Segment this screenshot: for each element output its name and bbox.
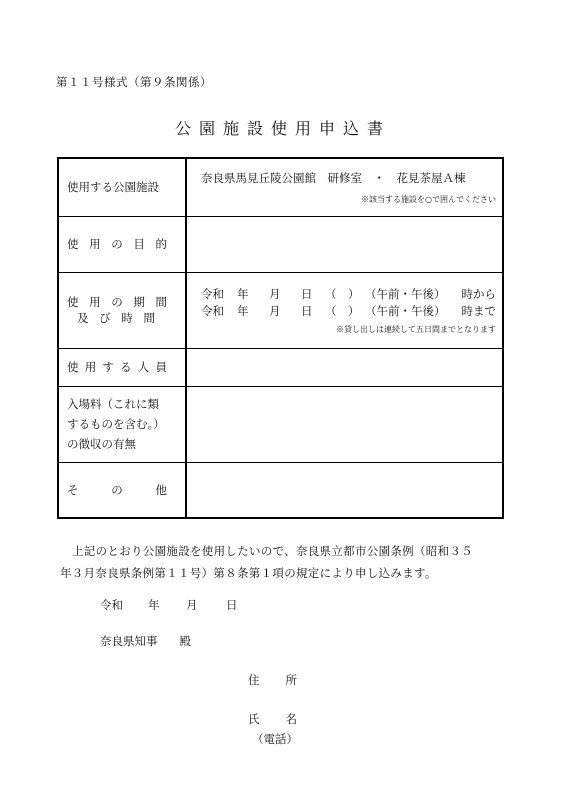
fee-label: [58, 386, 186, 462]
facility-cell[interactable]: [186, 158, 503, 216]
other-row: [58, 462, 503, 518]
form-number: 第１１号様式（第９条関係）: [56, 75, 212, 89]
people-input[interactable]: [186, 348, 503, 386]
period-row: [58, 272, 503, 348]
facility-note: ※該当する施設を○で囲んでください: [361, 194, 496, 204]
form-title: 公園施設使用申込書: [174, 119, 391, 138]
fee-label-line3: の徴収の有無: [67, 437, 136, 451]
other-input[interactable]: [186, 462, 503, 518]
fee-input[interactable]: [186, 386, 503, 462]
purpose-label: [58, 216, 186, 272]
name-label-b: 名: [285, 712, 297, 726]
other-label-text: その他: [67, 482, 167, 497]
end-day: 日: [301, 303, 313, 318]
people-row: [58, 348, 503, 386]
start-ampm: （午前・午後）: [365, 286, 446, 301]
statement-line1: 上記のとおり公園施設を使用したいので、奈良県立都市公園条例（昭和３５: [72, 544, 473, 558]
date-year: 年: [148, 598, 160, 612]
period-label-line2: 及び時間: [77, 311, 155, 325]
applicant-phone[interactable]: （電話）: [252, 732, 298, 746]
people-label-text: 使用する人員: [67, 360, 167, 374]
people-label: [58, 348, 186, 386]
start-ending: 時から: [461, 286, 496, 301]
addressee-honorific: 殿: [179, 634, 191, 648]
fee-label-line1: 入場料（これに類: [67, 397, 159, 411]
purpose-label-text: 使用の目的: [67, 237, 167, 251]
address-label-a: 住: [248, 673, 260, 687]
other-label: [58, 462, 186, 518]
end-ending: 時まで: [461, 303, 496, 318]
date-day: 日: [226, 598, 238, 612]
start-month: 月: [269, 286, 281, 301]
end-weekday: （ ）: [325, 303, 360, 318]
end-era: 令和: [201, 303, 224, 318]
applicant-name[interactable]: [248, 711, 297, 727]
date-era: 令和: [100, 598, 123, 612]
purpose-row: [58, 216, 503, 272]
facility-row: [58, 158, 503, 216]
fee-row: [58, 386, 503, 462]
period-end-line: [187, 303, 502, 320]
start-weekday: （ ）: [325, 286, 360, 301]
period-label: [58, 272, 186, 348]
applicant-address[interactable]: [248, 672, 297, 688]
period-label-line1: 使用の期間: [67, 295, 167, 309]
end-month: 月: [269, 303, 281, 318]
statement-text: [60, 540, 510, 584]
end-ampm: （午前・午後）: [365, 303, 446, 318]
date-month: 月: [186, 598, 198, 612]
period-cell[interactable]: [186, 272, 503, 348]
purpose-input[interactable]: [186, 216, 503, 272]
addressee-name: 奈良県知事: [100, 634, 158, 648]
start-era: 令和: [201, 286, 224, 301]
fee-label-line2: するものを含む。）: [67, 417, 165, 431]
facility-label: 使用する公園施設: [58, 158, 186, 216]
facility-value: 奈良県馬見丘陵公園館 研修室 ・ 花見茶屋Ａ棟: [201, 170, 466, 185]
address-label-b: 所: [285, 673, 297, 687]
application-table: [57, 157, 504, 519]
application-date[interactable]: [100, 597, 238, 613]
start-year: 年: [237, 286, 249, 301]
period-note: ※貸し出しは連続して五日間までとなります: [336, 324, 496, 334]
name-label-a: 氏: [248, 712, 260, 726]
period-start-line: [187, 286, 502, 303]
end-year: 年: [237, 303, 249, 318]
statement-line2: 年３月奈良県条例第１１号）第８条第１項の規定により申し込みます。: [60, 566, 437, 580]
addressee: [100, 633, 191, 649]
start-day: 日: [301, 286, 313, 301]
